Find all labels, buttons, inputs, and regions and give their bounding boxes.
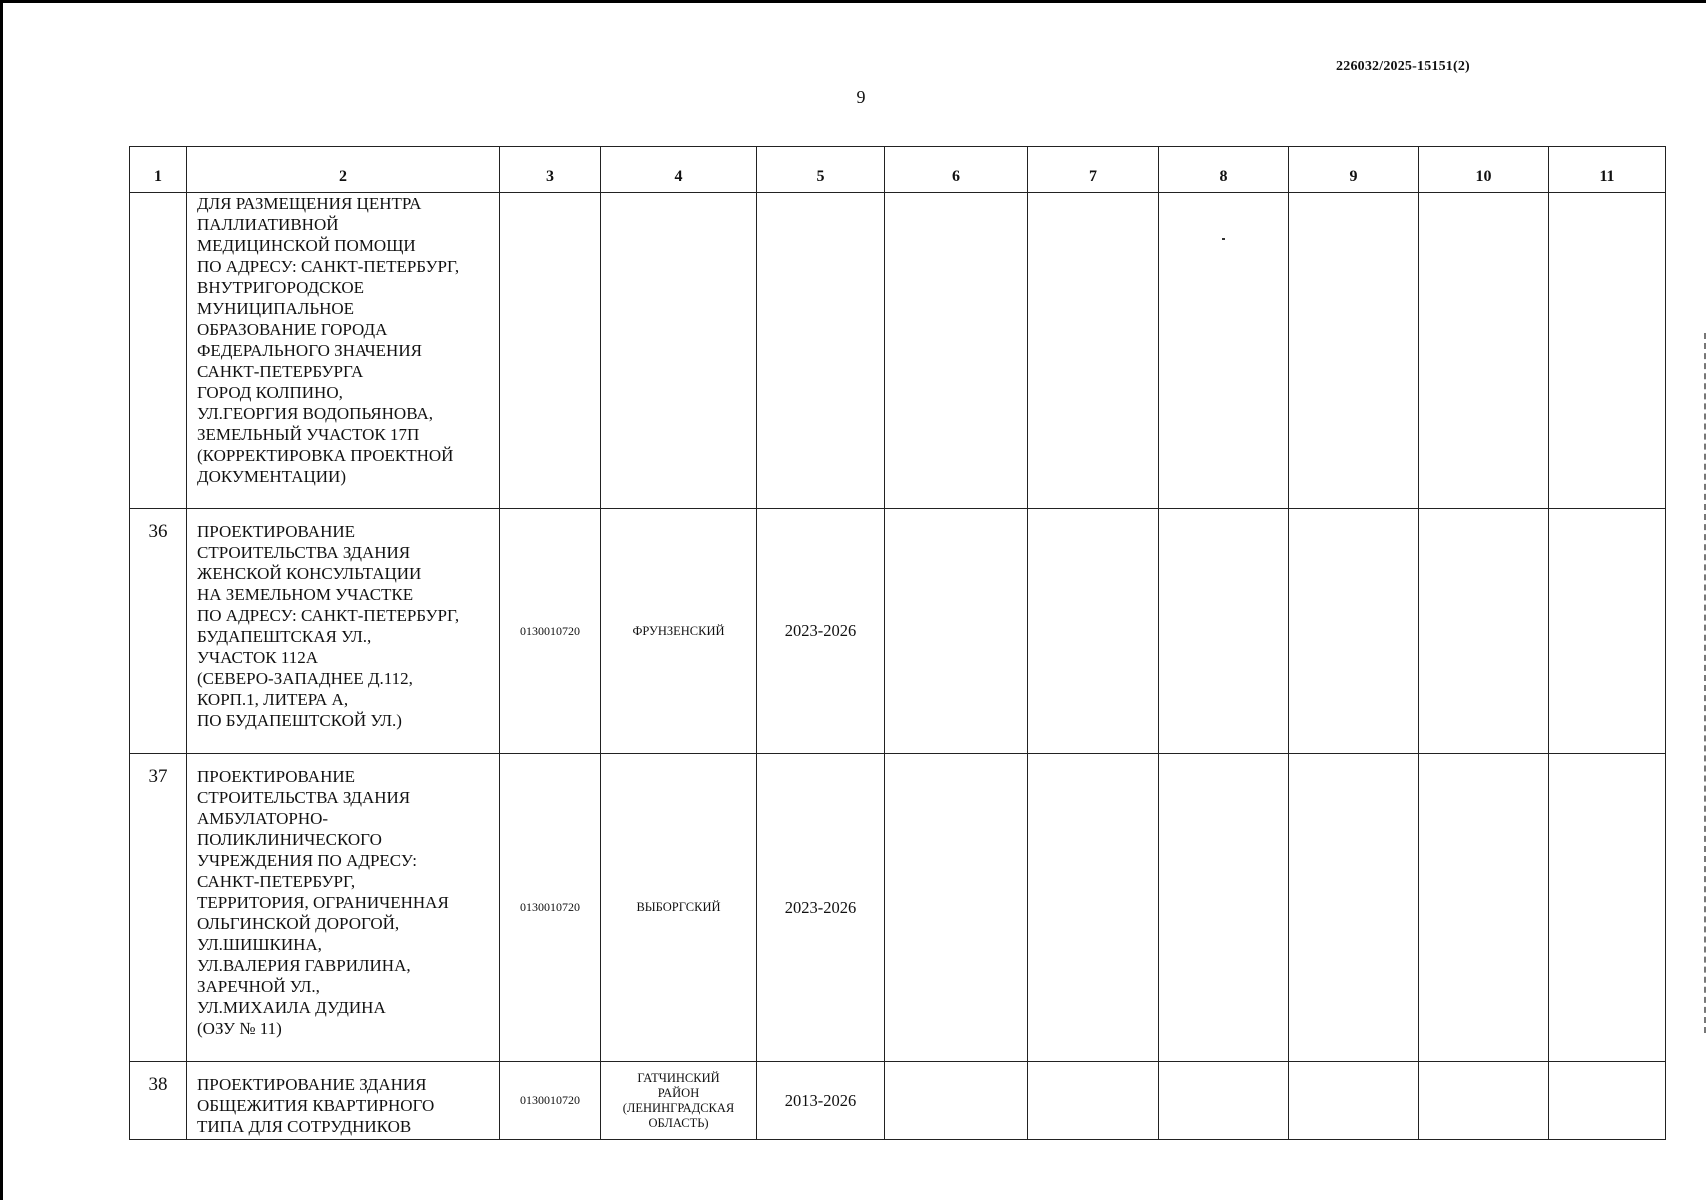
object-name-line: ПРОЕКТИРОВАНИЕ ЗДАНИЯ bbox=[197, 1075, 427, 1094]
object-name-line: УЛ.МИХАИЛА ДУДИНА bbox=[197, 998, 386, 1017]
scan-edge-marks bbox=[1701, 333, 1706, 1033]
row-number-cell: 38 bbox=[130, 1062, 187, 1140]
column-header: 2 bbox=[187, 147, 500, 193]
object-name-line: НА ЗЕМЕЛЬНОМ УЧАСТКЕ bbox=[197, 585, 414, 604]
district-line: РАЙОН bbox=[657, 1085, 700, 1100]
page-number: 9 bbox=[856, 87, 866, 107]
object-name-line: ПО АДРЕСУ: САНКТ-ПЕТЕРБУРГ, bbox=[197, 257, 460, 276]
column-header: 10 bbox=[1419, 147, 1549, 193]
object-name-line: ФЕДЕРАЛЬНОГО ЗНАЧЕНИЯ bbox=[197, 341, 422, 360]
district-cell bbox=[601, 1062, 757, 1140]
row-number-cell bbox=[130, 193, 187, 509]
object-name-line: САНКТ-ПЕТЕРБУРГ, bbox=[197, 872, 356, 891]
empty-cell bbox=[1419, 193, 1549, 509]
table-row bbox=[130, 754, 1666, 1062]
object-name-line: ОБЩЕЖИТИЯ КВАРТИРНОГО bbox=[197, 1096, 435, 1115]
object-name-line: БУДАПЕШТСКАЯ УЛ., bbox=[197, 627, 372, 646]
empty-cell bbox=[1289, 193, 1419, 509]
column-header: 11 bbox=[1549, 147, 1666, 193]
period-cell: 2013-2026 bbox=[757, 1062, 885, 1140]
object-name-line: СТРОИТЕЛЬСТВА ЗДАНИЯ bbox=[197, 788, 411, 807]
empty-cell bbox=[1289, 1062, 1419, 1140]
table-row bbox=[130, 193, 1666, 509]
object-name-line: УЧРЕЖДЕНИЯ ПО АДРЕСУ: bbox=[197, 851, 418, 870]
empty-cell bbox=[1549, 754, 1666, 1062]
empty-cell bbox=[1028, 509, 1159, 754]
table-row bbox=[130, 1062, 1666, 1140]
object-name-line: МУНИЦИПАЛЬНОЕ bbox=[197, 299, 355, 318]
object-name-line: КОРП.1, ЛИТЕРА А, bbox=[197, 690, 349, 709]
code-cell: 0130010720 bbox=[500, 1062, 601, 1140]
object-name-line: ПО БУДАПЕШТСКОЙ УЛ.) bbox=[197, 711, 402, 730]
table-row bbox=[130, 509, 1666, 754]
column-header: 3 bbox=[500, 147, 601, 193]
object-name-line: УЛ.ГЕОРГИЯ ВОДОПЬЯНОВА, bbox=[197, 404, 433, 423]
empty-cell bbox=[1419, 1062, 1549, 1140]
empty-cell bbox=[1549, 1062, 1666, 1140]
object-name-cell bbox=[187, 509, 500, 754]
empty-cell bbox=[1028, 193, 1159, 509]
object-name-line: (СЕВЕРО-ЗАПАДНЕЕ Д.112, bbox=[197, 669, 413, 688]
empty-cell bbox=[1549, 509, 1666, 754]
empty-cell bbox=[1159, 193, 1289, 509]
object-name-line: ПРОЕКТИРОВАНИЕ bbox=[197, 767, 356, 786]
code-cell: 0130010720 bbox=[500, 509, 601, 754]
object-name-line: ПРОЕКТИРОВАНИЕ bbox=[197, 522, 356, 541]
object-name-line: ЖЕНСКОЙ КОНСУЛЬТАЦИИ bbox=[197, 564, 422, 583]
code-cell bbox=[500, 193, 601, 509]
object-name-line: (ОЗУ № 11) bbox=[197, 1019, 282, 1038]
empty-cell bbox=[1028, 1062, 1159, 1140]
empty-cell bbox=[1159, 754, 1289, 1062]
object-name-line: ДЛЯ РАЗМЕЩЕНИЯ ЦЕНТРА bbox=[197, 194, 422, 213]
period-cell: 2023-2026 bbox=[757, 509, 885, 754]
district-line: (ЛЕНИНГРАДСКАЯ bbox=[622, 1100, 735, 1115]
object-name-cell bbox=[187, 193, 500, 509]
object-name-cell bbox=[187, 754, 500, 1062]
scan-speck bbox=[1222, 238, 1225, 240]
object-name-line: САНКТ-ПЕТЕРБУРГА bbox=[197, 362, 364, 381]
object-name-line: СТРОИТЕЛЬСТВА ЗДАНИЯ bbox=[197, 543, 411, 562]
period-cell: 2023-2026 bbox=[757, 754, 885, 1062]
empty-cell bbox=[885, 754, 1028, 1062]
district-cell: ФРУНЗЕНСКИЙ bbox=[601, 509, 757, 754]
object-name-line: ТИПА ДЛЯ СОТРУДНИКОВ bbox=[197, 1117, 412, 1136]
object-name-line: УЧАСТОК 112А bbox=[197, 648, 319, 667]
empty-cell bbox=[1419, 754, 1549, 1062]
document-number: 226032/2025-15151(2) bbox=[1336, 59, 1470, 74]
empty-cell bbox=[885, 509, 1028, 754]
object-name-line: МЕДИЦИНСКОЙ ПОМОЩИ bbox=[197, 236, 416, 255]
district-cell bbox=[601, 193, 757, 509]
column-header: 6 bbox=[885, 147, 1028, 193]
object-name-line: УЛ.ШИШКИНА, bbox=[197, 935, 322, 954]
object-name-line: ОЛЬГИНСКОЙ ДОРОГОЙ, bbox=[197, 914, 400, 933]
object-name-line: ТЕРРИТОРИЯ, ОГРАНИЧЕННАЯ bbox=[197, 893, 449, 912]
objects-table bbox=[129, 146, 1666, 1140]
code-cell: 0130010720 bbox=[500, 754, 601, 1062]
column-header: 8 bbox=[1159, 147, 1289, 193]
object-name-line: АМБУЛАТОРНО- bbox=[197, 809, 329, 828]
empty-cell bbox=[1289, 754, 1419, 1062]
object-name-line: ВНУТРИГОРОДСКОЕ bbox=[197, 278, 365, 297]
object-name-line: ПОЛИКЛИНИЧЕСКОГО bbox=[197, 830, 382, 849]
object-name-line: ДОКУМЕНТАЦИИ) bbox=[197, 467, 346, 486]
empty-cell bbox=[1028, 754, 1159, 1062]
empty-cell bbox=[1549, 193, 1666, 509]
empty-cell bbox=[1159, 509, 1289, 754]
period-cell bbox=[757, 193, 885, 509]
table-header-row bbox=[130, 147, 1666, 193]
object-name-line: ПАЛЛИАТИВНОЙ bbox=[197, 215, 339, 234]
empty-cell bbox=[1289, 509, 1419, 754]
object-name-cell bbox=[187, 1062, 500, 1140]
district-line: ГАТЧИНСКИЙ bbox=[637, 1070, 720, 1085]
empty-cell bbox=[1159, 1062, 1289, 1140]
object-name-line: ПО АДРЕСУ: САНКТ-ПЕТЕРБУРГ, bbox=[197, 606, 460, 625]
object-name-line: УЛ.ВАЛЕРИЯ ГАВРИЛИНА, bbox=[197, 956, 411, 975]
column-header: 1 bbox=[130, 147, 187, 193]
object-name-line: ЗАРЕЧНОЙ УЛ., bbox=[197, 977, 320, 996]
object-name-line: ГОРОД КОЛПИНО, bbox=[197, 383, 343, 402]
row-number-cell: 37 bbox=[130, 754, 187, 1062]
row-number-cell: 36 bbox=[130, 509, 187, 754]
column-header: 4 bbox=[601, 147, 757, 193]
empty-cell bbox=[885, 193, 1028, 509]
object-name-line: ЗЕМЕЛЬНЫЙ УЧАСТОК 17П bbox=[197, 425, 420, 444]
object-name-line: (КОРРЕКТИРОВКА ПРОЕКТНОЙ bbox=[197, 446, 454, 465]
column-header: 5 bbox=[757, 147, 885, 193]
empty-cell bbox=[885, 1062, 1028, 1140]
district-line: ОБЛАСТЬ) bbox=[648, 1115, 709, 1130]
district-cell: ВЫБОРГСКИЙ bbox=[601, 754, 757, 1062]
column-header: 7 bbox=[1028, 147, 1159, 193]
empty-cell bbox=[1419, 509, 1549, 754]
object-name-line: ОБРАЗОВАНИЕ ГОРОДА bbox=[197, 320, 388, 339]
column-header: 9 bbox=[1289, 147, 1419, 193]
